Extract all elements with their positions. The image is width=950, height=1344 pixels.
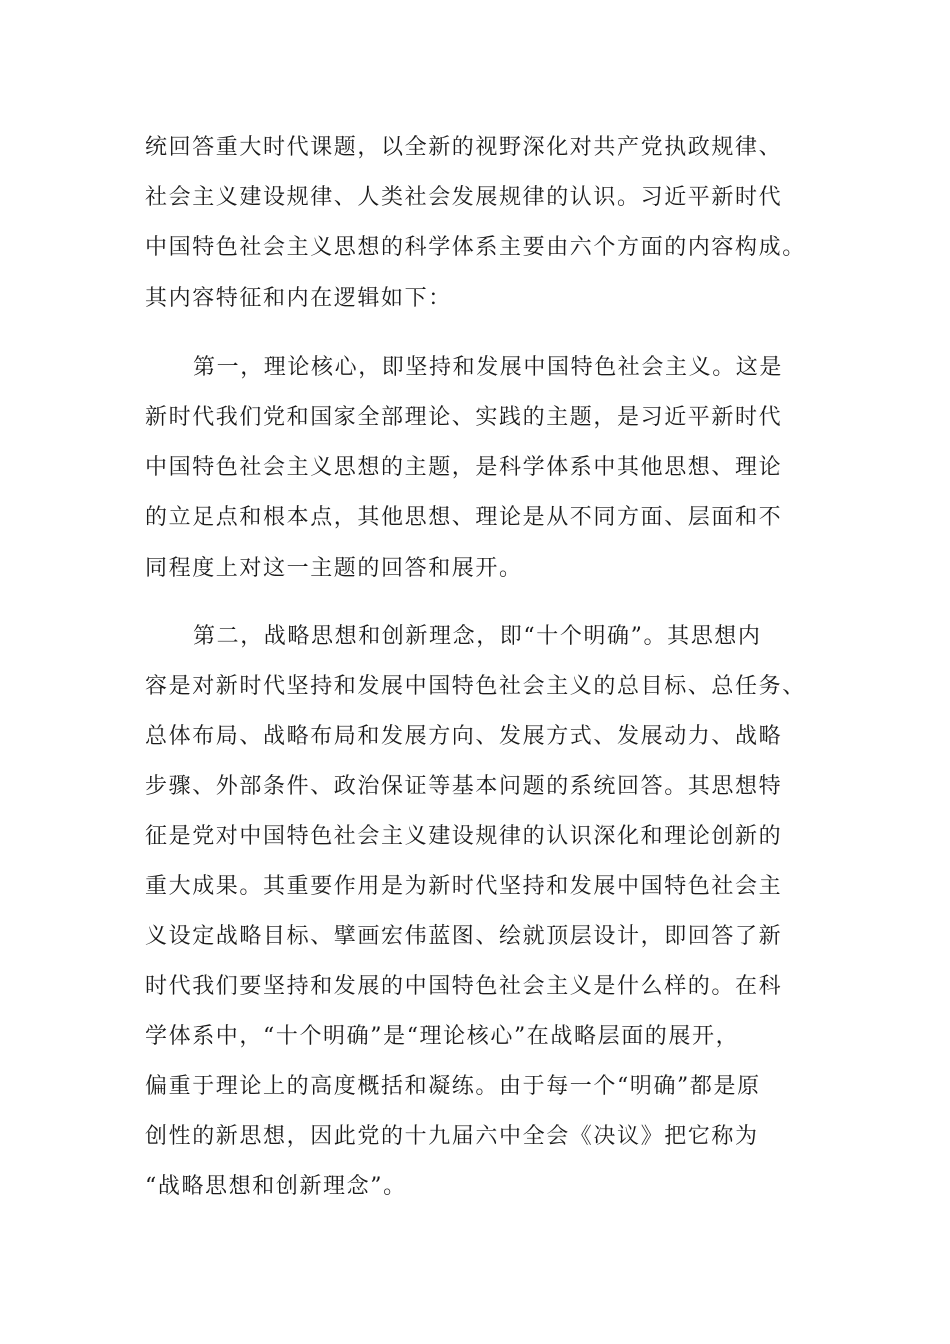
text-line: 其内容特征和内在逻辑如下： (145, 286, 452, 311)
text-line: 学体系中，“十个明确”是“理论核心”在战略层面的展开， (145, 1024, 740, 1049)
text-line: 时代我们要坚持和发展的中国特色社会主义是什么样的。在科 (145, 974, 783, 999)
text-line: 的立足点和根本点，其他思想、理论是从不同方面、层面和不 (145, 505, 783, 530)
text-line: 第一，理论核心，即坚持和发展中国特色社会主义。这是 (193, 355, 784, 380)
text-line: 新时代我们党和国家全部理论、实践的主题，是习近平新时代 (145, 405, 783, 430)
text-line: 社会主义建设规律、人类社会发展规律的认识。习近平新时代 (145, 185, 783, 210)
text-line: 创性的新思想，因此党的十九届六中全会《决议》把它称为 (145, 1124, 759, 1149)
text-line: 第二，战略思想和创新理念，即“十个明确”。其思想内 (193, 624, 762, 649)
text-line: 总体布局、战略布局和发展方向、发展方式、发展动力、战略 (145, 724, 783, 749)
text-line: 步骤、外部条件、政治保证等基本问题的系统回答。其思想特 (145, 774, 783, 799)
text-line: 重大成果。其重要作用是为新时代坚持和发展中国特色社会主 (145, 874, 783, 899)
text-line: 统回答重大时代课题，以全新的视野深化对共产党执政规律、 (145, 135, 783, 160)
text-line: 同程度上对这一主题的回答和展开。 (145, 556, 523, 581)
text-line: 中国特色社会主义思想的科学体系主要由六个方面的内容构成。 (145, 235, 806, 260)
text-line: 偏重于理论上的高度概括和凝练。由于每一个“明确”都是原 (145, 1074, 761, 1099)
text-line: 中国特色社会主义思想的主题，是科学体系中其他思想、理论 (145, 455, 783, 480)
text-line: 征是党对中国特色社会主义建设规律的认识深化和理论创新的 (145, 824, 783, 849)
text-line: “战略思想和创新理念”。 (145, 1174, 407, 1199)
text-line: 容是对新时代坚持和发展中国特色社会主义的总目标、总任务、 (145, 674, 806, 699)
text-line: 义设定战略目标、擘画宏伟蓝图、绘就顶层设计，即回答了新 (145, 924, 783, 949)
